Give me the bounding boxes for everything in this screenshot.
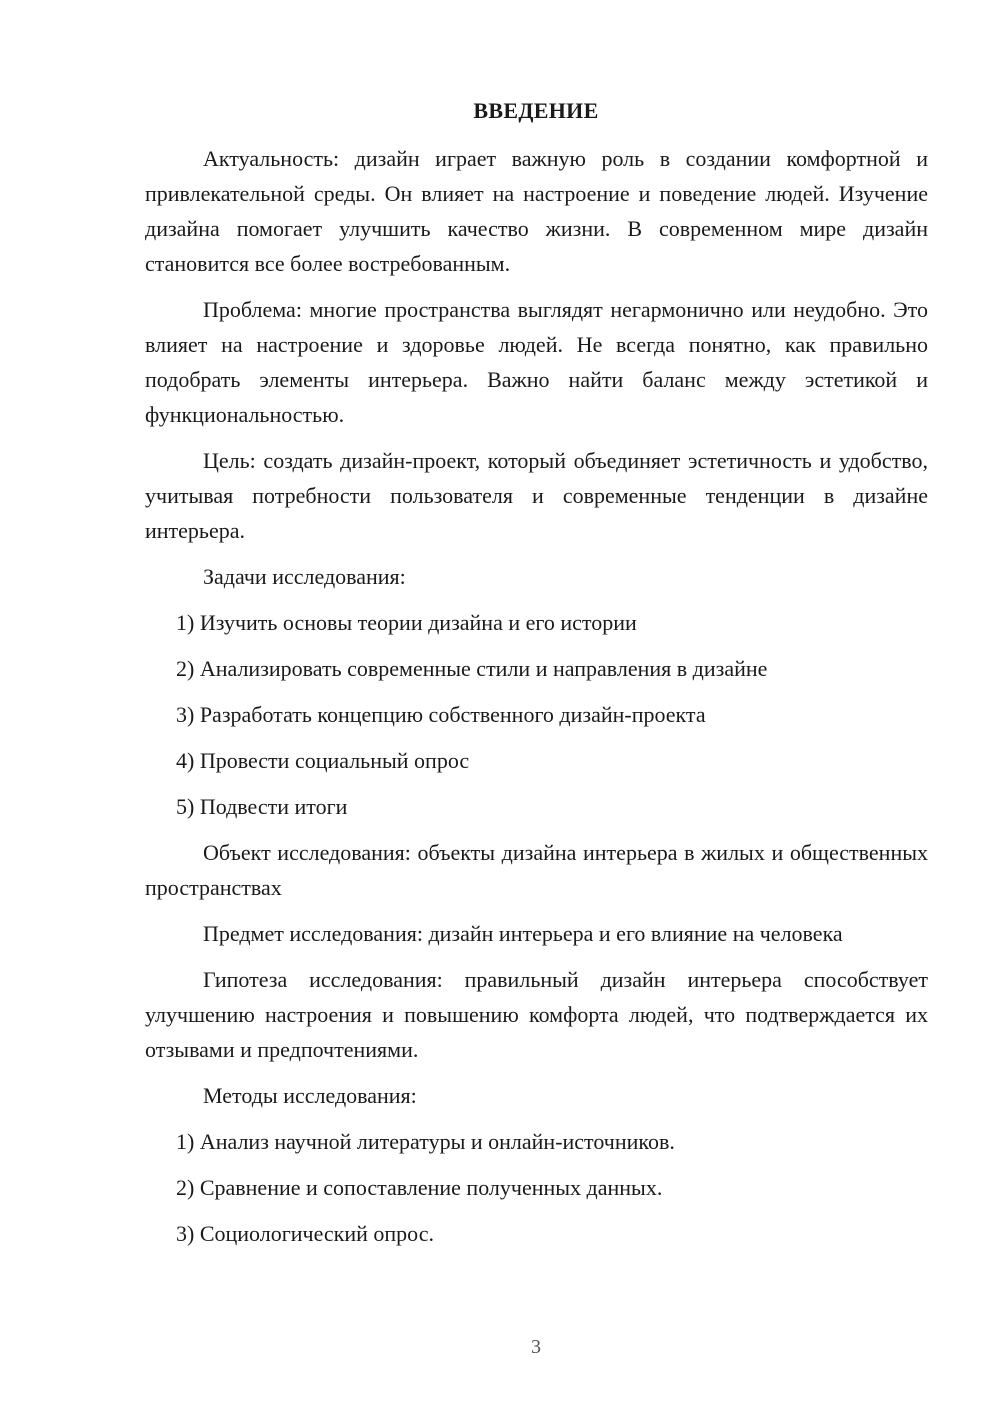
relevance-paragraph: Актуальность: дизайн играет важную роль в создании комфортной и привлекательной среды. Он влияет на настроение и поведение людей. Изучение дизайна помогает улучшить качество жизни. В современном мире дизайн становится все более востребованным.: [145, 146, 928, 276]
object-paragraph: Объект исследования: объекты дизайна интерьера в жилых и общественных пространствах: [145, 840, 928, 900]
list-item: 5) Подвести итоги: [176, 794, 348, 819]
hypothesis-paragraph: Гипотеза исследования: правильный дизайн интерьера способствует улучшению настроения и повышению комфорта людей, что подтверждается их отзывами и предпочтениями.: [145, 967, 928, 1062]
subject-paragraph: Предмет исследования: дизайн интерьера и его влияние на человека: [203, 921, 843, 946]
list-item: 2) Анализировать современные стили и направления в дизайне: [176, 656, 768, 681]
list-item: 2) Сравнение и сопоставление полученных данных.: [176, 1175, 663, 1200]
page-title: ВВЕДЕНИЕ: [473, 98, 599, 123]
list-item: 4) Провести социальный опрос: [176, 748, 470, 773]
page-number: 3: [531, 1336, 541, 1358]
goal-paragraph: Цель: создать дизайн-проект, который объединяет эстетичность и удобство, учитывая потребности пользователя и современные тенденции в дизайне интерьера.: [145, 448, 928, 543]
tasks-heading: Задачи исследования:: [203, 564, 406, 589]
methods-heading: Методы исследования:: [203, 1083, 417, 1108]
problem-paragraph: Проблема: многие пространства выглядят негармонично или неудобно. Это влияет на настроение и здоровье людей. Не всегда понятно, как правильно подобрать элементы интерьера. Важно найти баланс между эстетикой и функциональностью.: [145, 297, 928, 427]
list-item: 1) Изучить основы теории дизайна и его истории: [176, 610, 637, 635]
list-item: 1) Анализ научной литературы и онлайн-источников.: [176, 1129, 675, 1154]
list-item: 3) Социологический опрос.: [176, 1221, 434, 1246]
body-text: [145, 141, 928, 1262]
list-item: 3) Разработать концепцию собственного дизайн-проекта: [176, 702, 706, 727]
tasks-list: [145, 605, 928, 824]
methods-list: [145, 1124, 928, 1251]
